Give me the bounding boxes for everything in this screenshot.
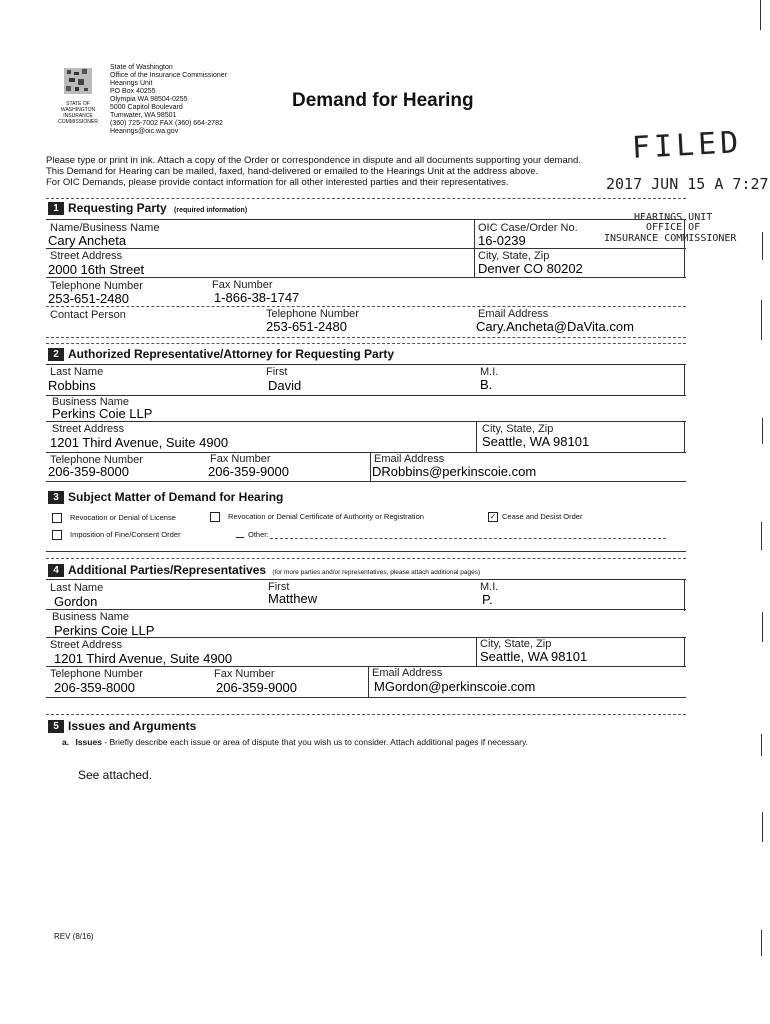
label-email: Email Address	[372, 667, 443, 679]
scan-edge-mark	[762, 812, 763, 842]
section-title: Issues and Arguments	[68, 719, 197, 733]
label-phone: Telephone Number	[50, 280, 143, 292]
agency-email: Hearings@oic.wa.gov	[110, 128, 179, 135]
requesting-party-email: Cary.Ancheta@DaVita.com	[476, 319, 634, 334]
commissioner-stamp: INSURANCE COMMISSIONER	[604, 233, 737, 244]
party-city: Seattle, WA 98101	[480, 649, 588, 664]
section-title	[68, 201, 247, 218]
seal-emblem-icon	[58, 66, 98, 96]
checkbox-other[interactable]	[236, 529, 244, 538]
seal-line: COMMISSIONER	[58, 119, 98, 125]
section-subtitle: (required information)	[174, 207, 248, 214]
rep-email: DRobbins@perkinscoie.com	[372, 464, 537, 479]
rep-fax: 206-359-9000	[208, 464, 289, 479]
label-contact-phone: Telephone Number	[266, 308, 359, 320]
section-number: 1	[48, 202, 64, 215]
party-email: MGordon@perkinscoie.com	[374, 679, 536, 694]
scan-edge-mark	[761, 300, 762, 340]
scan-edge-mark	[761, 522, 762, 550]
checkbox-revocation-certificate[interactable]	[210, 512, 220, 522]
label-fax: Fax Number	[214, 668, 275, 680]
seal-line: STATE OF	[66, 101, 90, 107]
issues-answer: See attached.	[78, 768, 153, 782]
rep-business: Perkins Coie LLP	[52, 406, 153, 421]
rep-last-name: Robbins	[48, 378, 96, 393]
rep-first-name: David	[268, 378, 302, 393]
party-last-name: Gordon	[54, 594, 98, 609]
option-label: Imposition of Fine/Consent Order	[70, 530, 181, 539]
agency-seal	[58, 66, 98, 125]
label-case-no: OIC Case/Order No.	[478, 222, 578, 234]
section-title-text: Requesting Party	[68, 201, 167, 215]
check-mark-icon: ✓	[489, 512, 497, 521]
scan-edge-mark	[760, 0, 761, 30]
agency-line: 5000 Capitol Boulevard	[110, 104, 183, 111]
section-subtitle: (for more parties and/or representatives, please attach additional pages)	[272, 569, 481, 576]
checkbox-revocation-license[interactable]	[52, 513, 62, 523]
checkbox-cease-desist[interactable]	[488, 512, 498, 522]
instruction-line: For OIC Demands, please provide contact information for all other interested parties and their representatives.	[46, 177, 509, 188]
party-fax: 206-359-9000	[216, 680, 297, 695]
case-number: 16-0239	[478, 233, 526, 248]
label-phone: Telephone Number	[50, 454, 143, 466]
scan-edge-mark	[762, 612, 763, 642]
section-title: Authorized Representative/Attorney for Requesting Party	[68, 347, 395, 361]
section-title-text: Additional Parties/Representatives	[68, 563, 267, 577]
option-label: Revocation or Denial Certificate of Authority or Registration	[228, 512, 424, 521]
requesting-party-city: Denver CO 80202	[478, 261, 583, 276]
office-of-stamp: OFFICE OF	[646, 222, 701, 233]
rep-street: 1201 Third Avenue, Suite 4900	[50, 435, 229, 450]
requesting-party-name: Cary Ancheta	[48, 233, 127, 248]
label-street: Street Address	[50, 250, 123, 262]
requesting-party-phone: 253-651-2480	[48, 291, 129, 306]
issues-instruction	[62, 737, 528, 748]
agency-line: State of Washington	[110, 64, 173, 71]
label-street: Street Address	[50, 639, 123, 651]
instruction-line: Please type or print in ink. Attach a copy of the Order or correspondence in dispute and all documents supporting your demand.	[46, 155, 581, 166]
instruction-line: This Demand for Hearing can be mailed, faxed, hand-delivered or emailed to the Hearings Unit at the address above.	[46, 166, 539, 177]
scan-edge-mark	[761, 930, 762, 956]
section-number: 2	[48, 348, 64, 361]
requesting-party-street: 2000 16th Street	[48, 262, 145, 277]
label-first-name: First	[268, 581, 290, 593]
agency-line: Hearings Unit	[110, 80, 153, 87]
party-mi: P.	[482, 592, 493, 607]
label-street: Street Address	[52, 423, 125, 435]
party-street: 1201 Third Avenue, Suite 4900	[54, 651, 233, 666]
label-city: City, State, Zip	[482, 423, 554, 435]
option-label: Cease and Desist Order	[502, 512, 583, 521]
section-number: 3	[48, 491, 64, 504]
seal-line: INSURANCE	[63, 113, 93, 119]
filed-stamp: FILED	[631, 125, 744, 166]
issues-label: Issues	[75, 737, 102, 747]
rep-mi: B.	[480, 377, 493, 392]
party-phone: 206-359-8000	[54, 680, 135, 695]
agency-line: Tumwater, WA 98501	[110, 112, 177, 119]
agency-line: Office of the Insurance Commissioner	[110, 72, 227, 79]
revision-label: REV (8/16)	[54, 932, 94, 941]
section-title: Subject Matter of Demand for Hearing	[68, 490, 284, 504]
option-label: Revocation or Denial of License	[70, 513, 176, 522]
issues-text: - Briefly describe each issue or area of dispute that you wish us to consider. Attach additional pages if necessary.	[104, 737, 528, 747]
label-contact: Contact Person	[50, 309, 126, 321]
filed-date-stamp: 2017 JUN 15 A 7:27	[606, 175, 769, 193]
section-title	[68, 563, 480, 580]
form-title: Demand for Hearing	[292, 90, 474, 111]
instructions	[46, 155, 646, 188]
section-number: 4	[48, 564, 64, 577]
label-phone: Telephone Number	[50, 668, 143, 680]
label-fax: Fax Number	[212, 279, 273, 291]
agency-line: Olympia WA 98504-0255	[110, 96, 188, 103]
issues-letter: a.	[62, 737, 70, 747]
label-name: Name/Business Name	[50, 222, 160, 234]
contact-phone: 253-651-2480	[266, 319, 347, 334]
scan-edge-mark	[762, 418, 763, 444]
option-label: Other:	[248, 530, 269, 539]
scan-edge-mark	[761, 734, 762, 756]
label-city: City, State, Zip	[480, 638, 552, 650]
checkbox-imposition-fine[interactable]	[52, 530, 62, 540]
label-business: Business Name	[52, 611, 130, 623]
label-city: City, State, Zip	[478, 250, 550, 262]
label-last-name: Last Name	[50, 366, 104, 378]
agency-address	[110, 64, 300, 136]
agency-line: (360) 725-7002 FAX (360) 664-2782	[110, 120, 223, 127]
scan-edge-mark	[762, 232, 763, 260]
label-fax: Fax Number	[210, 453, 271, 465]
rep-city: Seattle, WA 98101	[482, 434, 590, 449]
other-input-line[interactable]	[270, 538, 666, 539]
requesting-party-fax: 1-866-38-1747	[214, 290, 300, 305]
section-number: 5	[48, 720, 64, 733]
label-email: Email Address	[478, 308, 549, 320]
agency-line: PO Box 40255	[110, 88, 156, 95]
label-mi: M.I.	[480, 581, 499, 593]
rep-phone: 206-359-8000	[48, 464, 129, 479]
seal-line: WASHINGTON	[60, 107, 96, 113]
label-first-name: First	[266, 366, 288, 378]
party-first-name: Matthew	[268, 591, 318, 606]
label-mi: M.I.	[480, 366, 499, 378]
label-email: Email Address	[374, 453, 445, 465]
label-business: Business Name	[52, 396, 130, 408]
label-last-name: Last Name	[50, 582, 104, 594]
hearings-unit-stamp: HEARINGS UNIT	[634, 212, 713, 223]
party-business: Perkins Coie LLP	[54, 623, 155, 638]
